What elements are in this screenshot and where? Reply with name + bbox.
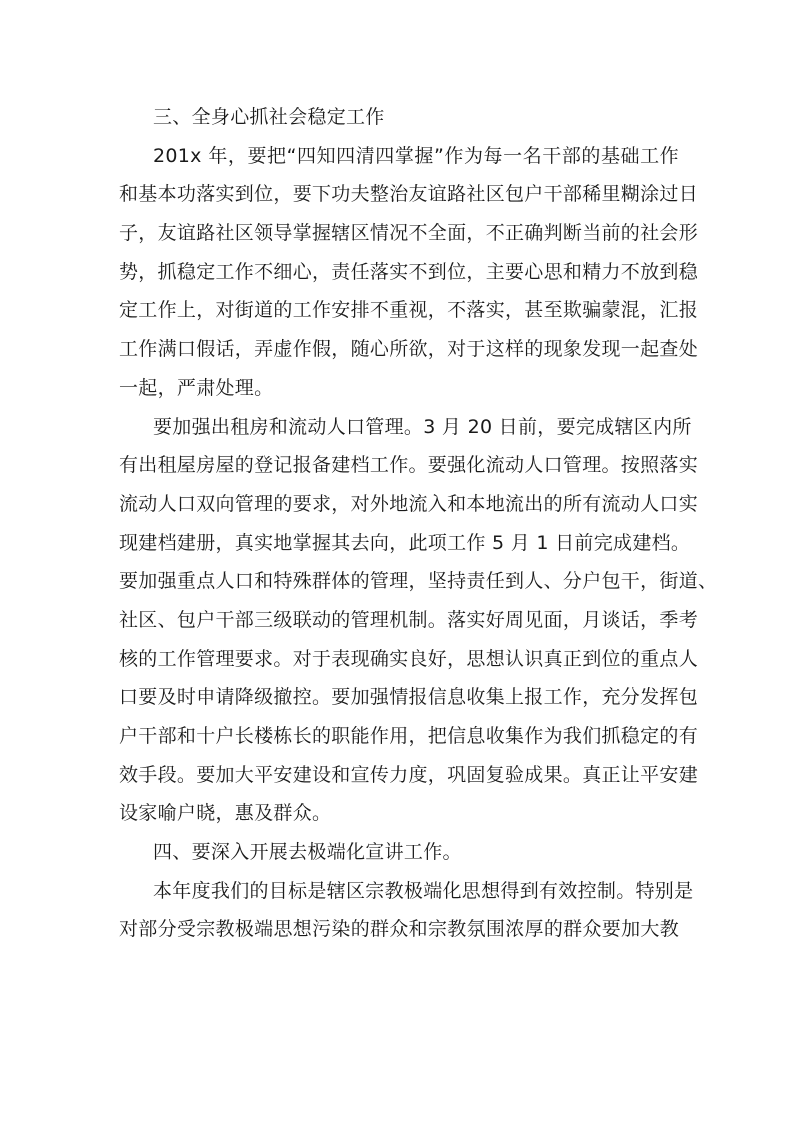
paragraph-line: 对部分受宗教极端思想污染的群众和宗教氛围浓厚的群众要加大教 [119,918,679,941]
paragraph-line: 效手段。要加大平安建设和宣传力度，巩固复验成果。真正让平安建 [119,763,699,786]
paragraph-line: 201x 年，要把“四知四清四掌握”作为每一名干部的基础工作 [153,144,679,167]
paragraph-line: 要加强出租房和流动人口管理。3 月 20 日前，要完成辖区内所 [153,415,692,438]
paragraph-line: 和基本功落实到位，要下功夫整治友谊路社区包户干部稀里糊涂过日 [119,183,699,206]
paragraph-line: 现建档建册，真实地掌握其去向，此项工作 5 月 1 日前完成建档。 [119,531,691,554]
paragraph-line: 社区、包户干部三级联动的管理机制。落实好周见面，月谈话，季考 [119,608,699,631]
paragraph-line: 口要及时申请降级撤控。要加强情报信息收集上报工作，充分发挥包 [119,686,699,709]
paragraph-line: 势，抓稳定工作不细心，责任落实不到位，主要心思和精力不放到稳 [119,260,699,283]
section-heading-4: 四、要深入开展去极端化宣讲工作。 [153,841,462,864]
paragraph-line: 一起，严肃处理。 [119,376,274,399]
paragraph-line: 要加强重点人口和特殊群体的管理，坚持责任到人、分户包干，街道、 [119,570,718,593]
paragraph-line: 子，友谊路社区领导掌握辖区情况不全面，不正确判断当前的社会形 [119,222,699,245]
paragraph-line: 核的工作管理要求。对于表现确实良好，思想认识真正到位的重点人 [119,647,699,670]
paragraph-line: 工作满口假话，弄虚作假，随心所欲，对于这样的现象发现一起查处 [119,338,699,361]
paragraph-line: 定工作上，对街道的工作安排不重视，不落实，甚至欺骗蒙混，汇报 [119,299,699,322]
document-body [119,98,718,949]
paragraph-line: 流动人口双向管理的要求，对外地流入和本地流出的所有流动人口实 [119,492,699,515]
paragraph-line: 设家喻户晓，惠及群众。 [119,802,332,825]
paragraph-line: 本年度我们的目标是辖区宗教极端化思想得到有效控制。特别是 [153,879,694,902]
paragraph-line: 户干部和十户长楼栋长的职能作用，把信息收集作为我们抓稳定的有 [119,725,699,747]
paragraph-line: 有出租屋房屋的登记报备建档工作。要强化流动人口管理。按照落实 [119,454,699,477]
section-heading-3: 三、全身心抓社会稳定工作 [153,106,385,128]
